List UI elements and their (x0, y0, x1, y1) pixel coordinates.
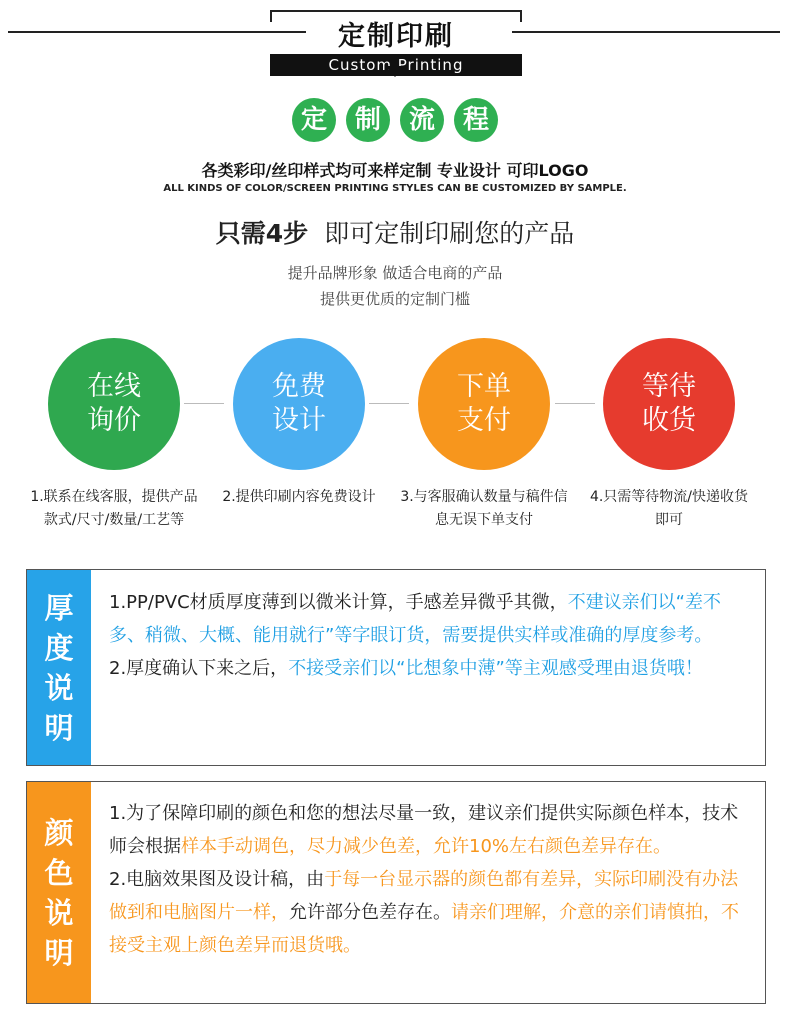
step-connector (369, 403, 409, 404)
header-title: 定制印刷 (338, 21, 454, 52)
color-point-2-highlight-2: 请亲们理解，介意的亲们请慎拍，不接受主观上颜色差异而退货哦。 (109, 902, 739, 956)
thickness-point-1-text: 1.PP/PVC材质厚度薄到以微米计算，手感差异微乎其微， (109, 592, 568, 613)
steps-headline-rest: 即可定制印刷您的产品 (324, 219, 575, 248)
step-circle-order (418, 338, 550, 470)
header-rule-left (8, 31, 306, 33)
header-subtitle: Custom Printing (270, 54, 522, 76)
header-arrow-icon (385, 66, 405, 77)
color-label (27, 782, 91, 1003)
step-connector (184, 403, 224, 404)
step-circle-text: 支付 (457, 405, 511, 436)
label-char: 说 (44, 670, 74, 705)
label-char: 明 (44, 710, 74, 745)
thickness-point-1 (109, 586, 753, 652)
step-circle-text: 询价 (87, 405, 141, 436)
tagline-english: ALL KINDS OF COLOR/SCREEN PRINTING STYLES CAN BE CUSTOMIZED BY SAMPLE. (163, 183, 627, 194)
step-circle-text: 等待 (642, 371, 696, 402)
process-title-char: 程 (454, 98, 498, 142)
step-circle-text: 收货 (642, 405, 696, 436)
label-char: 度 (44, 630, 74, 665)
steps-headline-bold: 只需4步 (215, 219, 309, 248)
thickness-panel (26, 569, 766, 766)
color-point-1-text: 1.为了保障印刷的颜色和您的想法尽量一致，建议亲们提供实际颜色样本，技术师会根据 (109, 803, 739, 857)
thickness-point-2-highlight: 不接受亲们以“比想象中薄”等主观感受理由退货哦！ (288, 658, 703, 679)
header-rule-right (512, 31, 780, 33)
label-char: 厚 (44, 590, 74, 625)
color-point-2-text-2: 允许部分色差存在。 (289, 902, 451, 923)
step-circle-text: 设计 (272, 405, 326, 436)
step-description: 4.只需等待物流/快递收货即可 (589, 489, 749, 528)
color-point-2 (109, 863, 753, 962)
thickness-point-1-highlight: 不建议亲们以“差不多、稍微、大概、能用就行”等字眼订货，需要提供实样或准确的厚度参考。 (109, 592, 722, 646)
steps-headline (0, 214, 790, 250)
color-point-2-highlight: 于每一台显示器的颜色都有差异，实际印刷没有办法做到和电脑图片一样， (109, 869, 739, 923)
color-point-2-text: 2.电脑效果图及设计稿，由 (109, 869, 325, 890)
step-description: 3.与客服确认数量与稿件信息无误下单支付 (400, 489, 568, 528)
thickness-body (109, 586, 753, 685)
step-connector (555, 403, 595, 404)
tagline: 各类彩印/丝印样式均可来样定制 专业设计 可印LOGO (201, 161, 589, 180)
step-description: 2.提供印刷内容免费设计 (222, 489, 376, 505)
color-panel (26, 781, 766, 1004)
process-title (0, 98, 790, 142)
process-title-char: 定 (292, 98, 336, 142)
label-char: 颜 (44, 815, 74, 850)
header-banner (270, 10, 522, 74)
step-description: 1.联系在线客服，提供产品款式/尺寸/数量/工艺等 (30, 489, 198, 528)
color-body (109, 797, 753, 962)
step-circle-inquiry (48, 338, 180, 470)
label-char: 明 (44, 935, 74, 970)
step-circle-text: 下单 (457, 371, 511, 402)
color-point-1 (109, 797, 753, 863)
subheadline-2: 提供更优质的定制门槛 (319, 290, 470, 308)
label-char: 说 (44, 895, 74, 930)
thickness-label (27, 570, 91, 765)
step-circle-text: 在线 (87, 371, 141, 402)
thickness-point-2 (109, 652, 753, 685)
label-char: 色 (44, 855, 74, 890)
color-point-1-highlight: 样本手动调色，尽力减少色差，允许10%左右颜色差异存在。 (181, 836, 672, 857)
step-circle-design (233, 338, 365, 470)
thickness-point-2-text: 2.厚度确认下来之后， (109, 658, 289, 679)
process-title-char: 制 (346, 98, 390, 142)
step-circle-receive (603, 338, 735, 470)
process-title-char: 流 (400, 98, 444, 142)
step-circle-text: 免费 (272, 371, 326, 402)
subheadline-1: 提升品牌形象 做适合电商的产品 (287, 264, 503, 282)
